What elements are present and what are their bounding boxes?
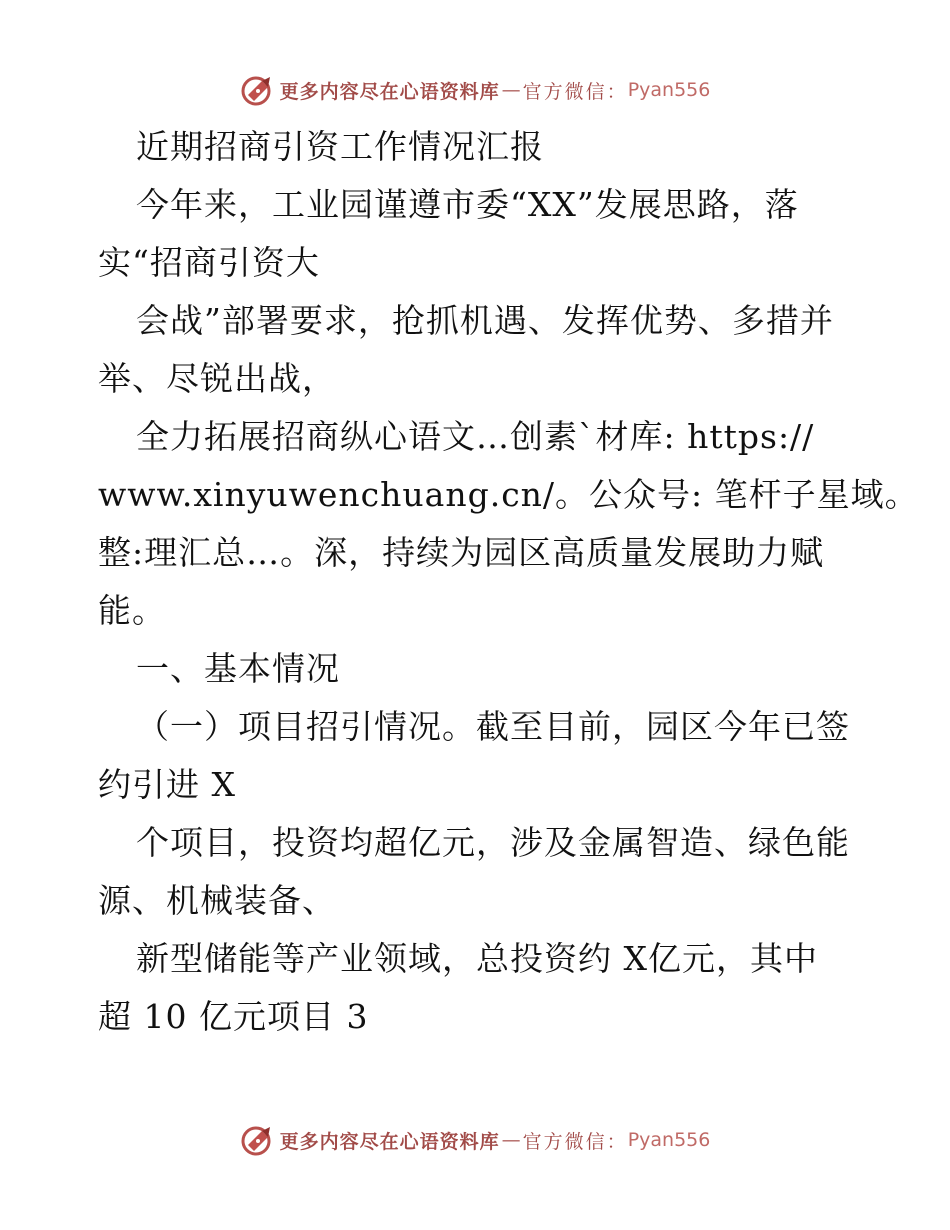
document-body: [98, 118, 919, 1046]
watermark-banner-bottom: [0, 1120, 950, 1160]
document-line: 约引进 X: [98, 765, 236, 804]
watermark-contact-label: 官方微信：: [522, 1130, 628, 1153]
document-line: 超 10 亿元项目 3: [98, 997, 369, 1036]
watermark-banner-top: [0, 70, 950, 110]
document-line: 举、尽锐出战，: [98, 359, 336, 398]
watermark-brand: 更多内容尽在心语资料库: [279, 1130, 500, 1153]
document-line: 会战”部署要求，抢抓机遇、发挥优势、多措并: [136, 301, 834, 340]
watermark-separator: —: [501, 1129, 521, 1151]
document-line: 一、基本情况: [136, 649, 340, 688]
watermark-separator: —: [501, 79, 521, 101]
document-line: 新型储能等产业领域，总投资约 X亿元，其中: [136, 939, 818, 978]
document-line: 今年来，工业园谨遵市委“XX”发展思路，落: [136, 185, 799, 224]
document-line: 个项目，投资均超亿元，涉及金属智造、绿色能: [136, 823, 850, 862]
document-line: 源、机械装备、: [98, 881, 336, 920]
watermark-brand: 更多内容尽在心语资料库: [279, 80, 500, 103]
document-line: 整:理汇总…。深，持续为园区高质量发展助力赋: [98, 533, 825, 572]
document-line: 能。: [98, 591, 166, 630]
document-line: 实“招商引资大: [98, 243, 320, 282]
document-line: www.xinyuwenchuang.cn/。公众号: 笔杆子星域。: [98, 475, 919, 514]
watermark-contact-id: Pyan556: [627, 79, 711, 101]
pen-nib-logo-icon: [240, 1123, 276, 1157]
document-line: 近期招商引资工作情况汇报: [136, 127, 544, 166]
document-line: 全力拓展招商纵心语文…创素`材库: https://: [136, 417, 815, 456]
watermark-contact-id: Pyan556: [627, 1129, 711, 1151]
watermark-contact-label: 官方微信：: [522, 80, 628, 103]
pen-nib-logo-icon: [240, 73, 276, 107]
document-line: （一）项目招引情况。截至目前，园区今年已签: [136, 707, 850, 746]
